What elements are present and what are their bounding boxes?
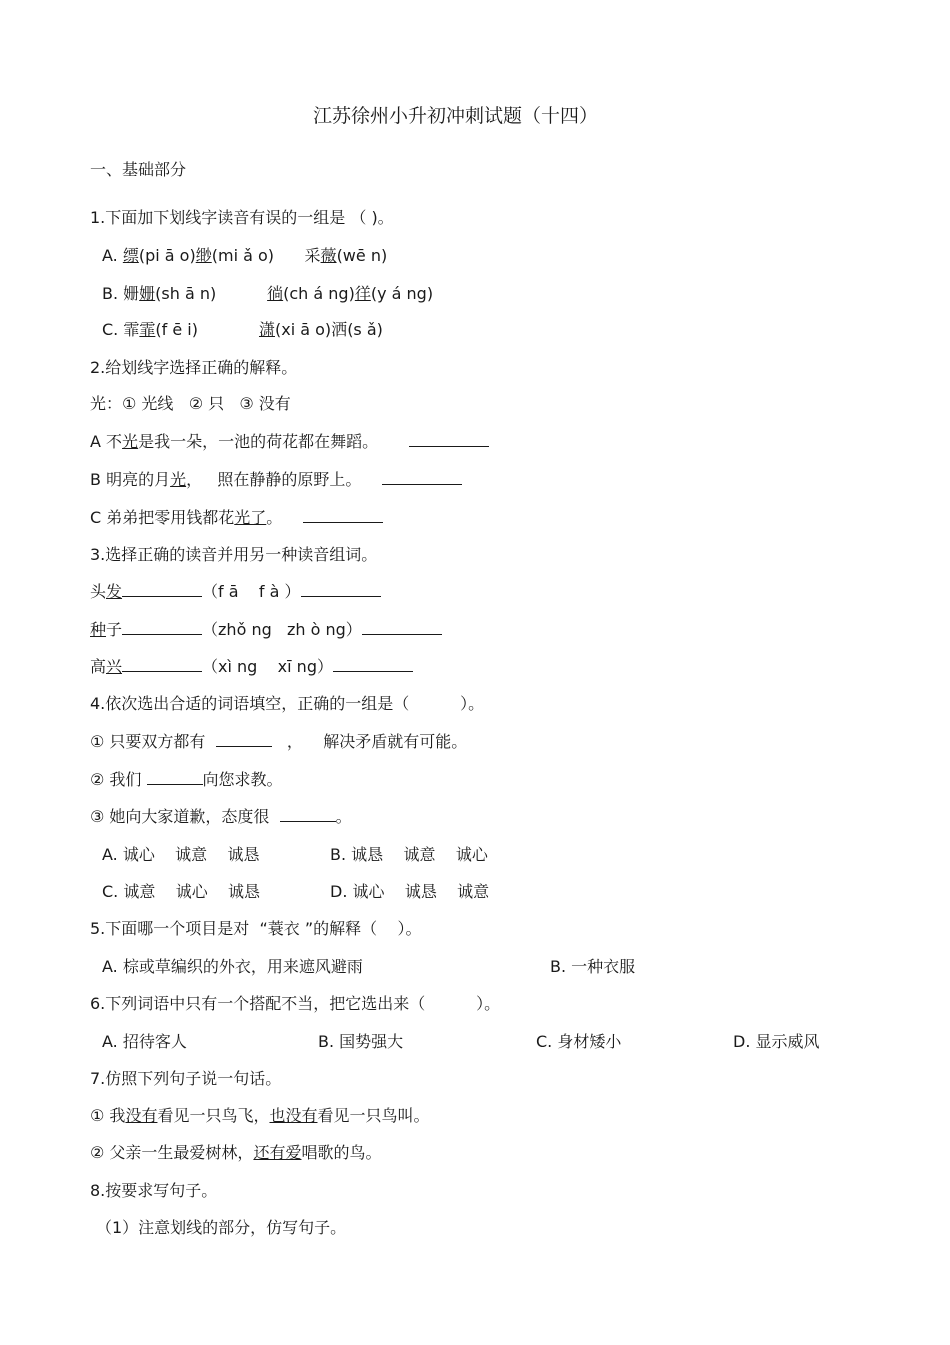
question-1-stem: 1.下面加下划线字读音有误的一组是 （ )。 bbox=[90, 208, 394, 227]
question-4-option-d: D. 诚心 诚恳 诚意 bbox=[330, 882, 490, 901]
question-1-option-a: A. 缥(pi ā o)缈(mi ǎ o) 采薇(wē n) bbox=[102, 246, 388, 265]
question-8-sub-1: （1）注意划线的部分，仿写句子。 bbox=[96, 1218, 347, 1237]
question-4-sentence-3: ③ 她向大家道歉，态度很 。 bbox=[90, 807, 352, 826]
question-6-option-c: C. 身材矮小 bbox=[536, 1032, 622, 1051]
question-4-sentence-1: ① 只要双方都有 ， 解决矛盾就有可能。 bbox=[90, 732, 468, 751]
question-1-option-b: B. 姗姗(sh ā n) 徜(ch á ng)徉(y á ng) bbox=[102, 284, 434, 303]
question-2-item-b: B 明亮的月光， 照在静静的原野上。 bbox=[90, 470, 462, 490]
question-2-options: 光：① 光线 ② 只 ③ 没有 bbox=[90, 394, 291, 413]
question-4-option-b: B. 诚恳 诚意 诚心 bbox=[330, 845, 488, 864]
question-5-stem: 5.下面哪一个项目是对 “蓑衣 ”的解释（ ）。 bbox=[90, 919, 422, 938]
question-3-row-1: 头发 （f ā f à ） bbox=[90, 582, 381, 602]
question-4-option-a: A. 诚心 诚意 诚恳 bbox=[102, 845, 260, 864]
question-8-stem: 8.按要求写句子。 bbox=[90, 1181, 218, 1200]
question-6-option-d: D. 显示威风 bbox=[733, 1032, 820, 1051]
question-7-stem: 7.仿照下列句子说一句话。 bbox=[90, 1069, 282, 1088]
page-title: 江苏徐州小升初冲刺试题（十四） bbox=[313, 105, 599, 127]
question-7-example-1: ① 我没有看见一只鸟飞，也没有看见一只鸟叫。 bbox=[90, 1106, 430, 1125]
question-6-option-a: A. 招待客人 bbox=[102, 1032, 187, 1051]
question-5-option-b: B. 一种衣服 bbox=[550, 957, 636, 976]
question-2-item-c: C 弟弟把零用钱都花光了。 bbox=[90, 508, 383, 528]
question-5-option-a: A. 棕或草编织的外衣，用来遮风避雨 bbox=[102, 957, 363, 976]
question-4-sentence-2: ② 我们 向您求教。 bbox=[90, 770, 283, 789]
question-7-example-2: ② 父亲一生最爱树林，还有爱唱歌的鸟。 bbox=[90, 1143, 382, 1162]
question-1-option-c: C. 霏霏(f ē i) 潇(xi ā o)洒(s ǎ) bbox=[102, 320, 383, 339]
question-3-row-2: 种子 （zhǒ ng zh ò ng） bbox=[90, 620, 442, 640]
question-4-stem: 4.依次选出合适的词语填空，正确的一组是（ ）。 bbox=[90, 694, 485, 713]
question-4-option-c: C. 诚意 诚心 诚恳 bbox=[102, 882, 261, 901]
question-2-stem: 2.给划线字选择正确的解释。 bbox=[90, 358, 298, 377]
question-3-stem: 3.选择正确的读音并用另一种读音组词。 bbox=[90, 545, 378, 564]
question-2-item-a: A 不光是我一朵，一池的荷花都在舞蹈。 bbox=[90, 432, 489, 452]
question-3-row-3: 高兴 （xì ng xī ng） bbox=[90, 657, 413, 677]
question-6-option-b: B. 国势强大 bbox=[318, 1032, 404, 1051]
question-6-stem: 6.下列词语中只有一个搭配不当，把它选出来（ ）。 bbox=[90, 994, 501, 1013]
section-heading: 一、基础部分 bbox=[90, 160, 187, 179]
